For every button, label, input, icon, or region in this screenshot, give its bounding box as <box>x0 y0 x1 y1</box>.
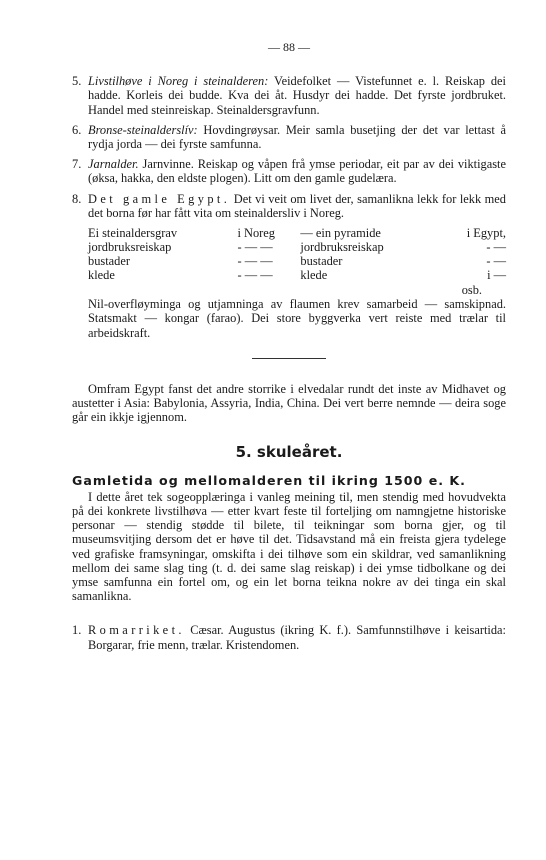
section-heading: Gamletida og mellomalderen til ikring 1500 e. K. <box>72 472 466 488</box>
item-spaced-title: Romarriket. <box>88 623 185 638</box>
item-number: 7. <box>72 157 82 172</box>
table-cell: i Noreg <box>237 226 276 241</box>
item-body <box>88 157 506 185</box>
osb-text: osb. <box>461 283 482 298</box>
table-cell: i Egypt, <box>466 226 506 241</box>
item-number: 6. <box>72 122 82 137</box>
item-text: Jarnvinne. Reiskap og våpen frå ymse periodar, eit par av dei viktigaste (øksa, hakka, den eldste plogen). Litt om den gamle gudelæra. <box>88 157 506 186</box>
list-item-6 <box>72 123 506 151</box>
item-number: 1. <box>72 623 82 638</box>
list-item-romarriket <box>72 623 506 651</box>
table-cell: bustader <box>300 254 343 269</box>
nile-paragraph: Nil-overfløyminga og utjamninga av flaumen krev samarbeid — samskipnad. Statsmakt — kongar (farao). Dei store byggverka vert reiste med trælar til arbeidskraft. <box>88 297 506 340</box>
item-number: 8. <box>72 191 82 206</box>
table-cell: - — <box>486 240 506 255</box>
item-number: 5. <box>72 74 82 89</box>
item-text: Det vi veit om livet der, samanlikna lekk for lekk med det borna før har fått vita om steinaldersliv i Noreg. <box>88 191 506 220</box>
item-spaced-title: Det gamle Egypt. <box>88 191 231 206</box>
item-body <box>88 123 506 151</box>
table-cell: bustader <box>88 254 130 269</box>
item-body <box>88 74 506 117</box>
item-text: Cæsar. Augustus (ikring K. f.). Samfunnstilhøve i keisartida: Borgarar, frie menn, trælar. Kristendomen. <box>88 623 506 652</box>
table-cell: - — — <box>237 240 273 255</box>
table-cell: jordbruksreiskap <box>300 240 384 255</box>
list-item-7 <box>72 157 506 185</box>
table-row <box>88 254 506 268</box>
item-title: Bronse-steinalderslív: <box>88 122 198 137</box>
table-cell: - — — <box>237 268 273 283</box>
comparison-table <box>88 226 506 282</box>
item-paragraph <box>88 192 506 220</box>
table-cell: jordbruksreiskap <box>88 240 172 255</box>
item-text: Veidefolket — Vistefunnet e. l. Reiskap dei hadde. Korleis dei budde. Kva dei åt. Husdyr dei hadde. Det fyrste jordbruket. Handel med steinreiskap. Steinaldersgravfunn. <box>88 74 506 117</box>
item-text: Hovdingrøysar. Meir samla busetjing der det var lettast å rydja jorda — dei fyrste samfunna. <box>88 122 506 152</box>
list-item-8 <box>72 192 506 340</box>
table-cell: klede <box>88 268 115 283</box>
item-title: Jarnalder. <box>88 157 139 172</box>
table-row <box>88 268 506 282</box>
table-cell: Ei steinaldersgrav <box>88 226 178 241</box>
table-cell: i — <box>487 268 506 283</box>
list-item-5 <box>72 74 506 117</box>
table-cell: - — — <box>237 254 273 269</box>
divider <box>252 358 326 359</box>
item-title: Livstilhøve i Noreg i steinalderen: <box>88 74 269 89</box>
item-body <box>88 192 506 340</box>
item-body <box>88 623 506 651</box>
section-paragraph: I dette året tek sogeopplæringa i vanleg meining til, men stendig med hovudvekta på dei konkrete livstilhøva — etter kvart feste til forteljing om namngjetne historiske personar — stendig stødde til bilete, til teikningar som borna gjer, og til museumsvitjing dersom det er høve til det. Tidsavstand må ein freista gjera tydelege ved grafiske framsyningar, omskifta i dei tilhøve som ein skildrar, ved samanlikning mellom dei same slag ting (t. d. dei same slag reiskap) i dei ymse tidbolkane og dei ymse samfunna ein fortel om, og ein let borna teikna nokre av dei tinga ein skal samanlikna. <box>72 489 506 604</box>
table-cell: — ein pyramide <box>300 226 381 241</box>
table-cell: - — <box>486 254 506 269</box>
table-row <box>88 240 506 254</box>
table-row <box>88 226 506 240</box>
page-number: — 88 — <box>268 40 310 54</box>
table-cell: klede <box>300 268 328 283</box>
chapter-title: 5. skuleåret. <box>235 443 343 462</box>
omfram-paragraph: Omfram Egypt fanst det andre storrike i elvedalar rundt det inste av Midhavet og austetter i Asia: Babylonia, Assyria, India, China. Dei vert berre nemnde — deira soge går ein ikkje igjennom. <box>72 381 506 425</box>
